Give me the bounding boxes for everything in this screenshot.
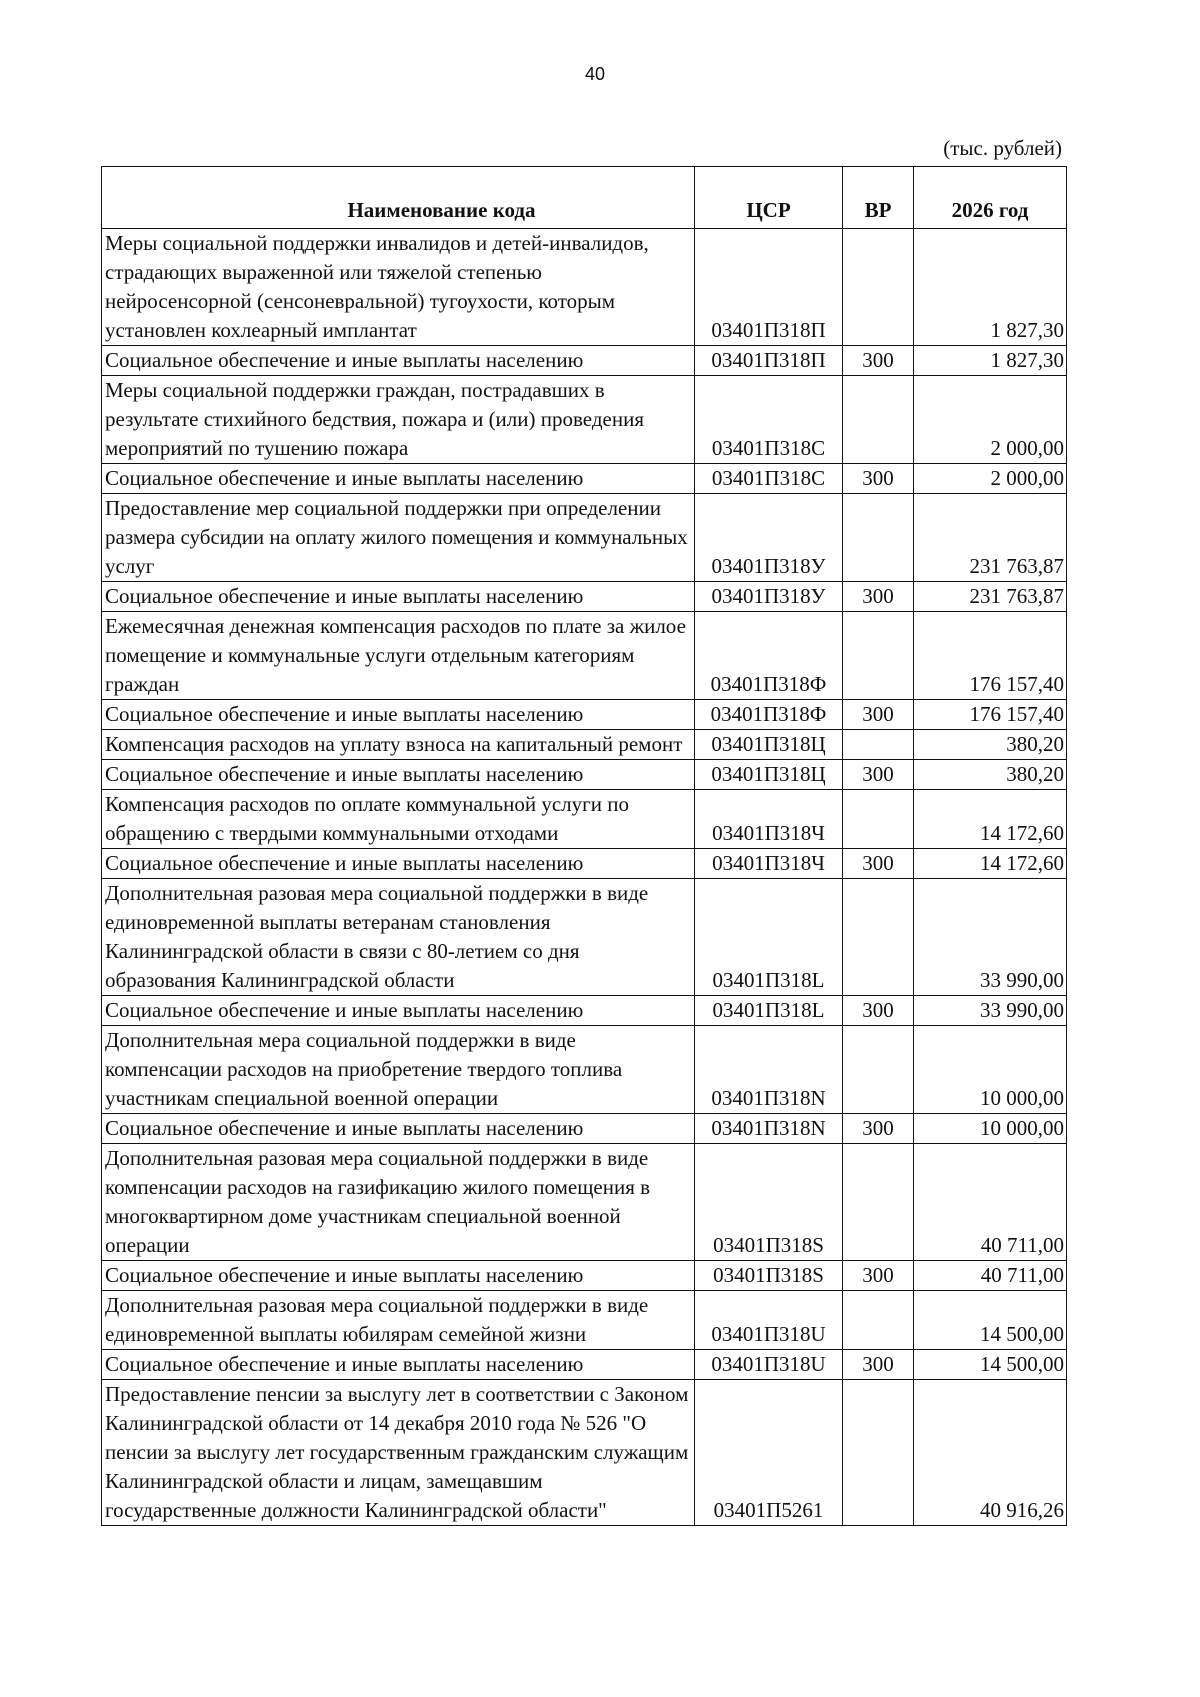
table-row xyxy=(102,464,1067,494)
row-amount-cell: 40 916,26 xyxy=(914,1380,1067,1526)
table-row xyxy=(102,1026,1067,1114)
row-vr-cell xyxy=(843,879,914,996)
table-row xyxy=(102,376,1067,464)
row-vr-cell: 300 xyxy=(843,1114,914,1144)
table-row xyxy=(102,790,1067,849)
row-vr-cell: 300 xyxy=(843,464,914,494)
table-row xyxy=(102,1380,1067,1526)
row-name-cell: Меры социальной поддержки граждан, пострадавших в результате стихийного бедствия, пожара и (или) проведения мероприятий по тушению пожара xyxy=(102,376,695,464)
row-amount-cell: 40 711,00 xyxy=(914,1261,1067,1291)
row-vr-cell: 300 xyxy=(843,849,914,879)
row-csr-cell: 03401П318S xyxy=(695,1144,843,1261)
row-csr-cell: 03401П318N xyxy=(695,1026,843,1114)
table-row xyxy=(102,1350,1067,1380)
row-name-cell: Дополнительная разовая мера социальной поддержки в виде единовременной выплаты ветеранам становления Калининградской области в связи с 80-летием со дня образования Калининградской области xyxy=(102,879,695,996)
row-name-cell: Дополнительная разовая мера социальной поддержки в виде единовременной выплаты юбилярам семейной жизни xyxy=(102,1291,695,1350)
row-vr-cell xyxy=(843,1144,914,1261)
row-vr-cell: 300 xyxy=(843,760,914,790)
row-amount-cell: 14 172,60 xyxy=(914,790,1067,849)
row-csr-cell: 03401П318П xyxy=(695,346,843,376)
row-vr-cell: 300 xyxy=(843,346,914,376)
row-name-cell: Социальное обеспечение и иные выплаты населению xyxy=(102,346,695,376)
row-csr-cell: 03401П318Ц xyxy=(695,730,843,760)
row-name-cell: Ежемесячная денежная компенсация расходов по плате за жилое помещение и коммунальные услуги отдельным категориям граждан xyxy=(102,612,695,700)
row-vr-cell xyxy=(843,1026,914,1114)
table-row xyxy=(102,582,1067,612)
row-csr-cell: 03401П318U xyxy=(695,1291,843,1350)
row-csr-cell: 03401П318N xyxy=(695,1114,843,1144)
table-row xyxy=(102,494,1067,582)
row-amount-cell: 380,20 xyxy=(914,760,1067,790)
row-csr-cell: 03401П318L xyxy=(695,879,843,996)
row-amount-cell: 40 711,00 xyxy=(914,1144,1067,1261)
row-name-cell: Компенсация расходов по оплате коммунальной услуги по обращению с твердыми коммунальными отходами xyxy=(102,790,695,849)
row-csr-cell: 03401П5261 xyxy=(695,1380,843,1526)
page-number: 40 xyxy=(584,64,606,84)
row-vr-cell: 300 xyxy=(843,1350,914,1380)
table-row xyxy=(102,1261,1067,1291)
row-amount-cell: 14 500,00 xyxy=(914,1350,1067,1380)
table-row xyxy=(102,1291,1067,1350)
row-csr-cell: 03401П318У xyxy=(695,582,843,612)
table-row xyxy=(102,346,1067,376)
header-year: 2026 год xyxy=(914,167,1067,229)
row-amount-cell: 1 827,30 xyxy=(914,229,1067,346)
row-amount-cell: 380,20 xyxy=(914,730,1067,760)
row-name-cell: Социальное обеспечение и иные выплаты населению xyxy=(102,996,695,1026)
row-amount-cell: 2 000,00 xyxy=(914,376,1067,464)
row-vr-cell: 300 xyxy=(843,996,914,1026)
header-name: Наименование кода xyxy=(102,167,695,229)
budget-table xyxy=(101,166,1067,1526)
row-amount-cell: 14 172,60 xyxy=(914,849,1067,879)
row-amount-cell: 33 990,00 xyxy=(914,996,1067,1026)
row-name-cell: Компенсация расходов на уплату взноса на капитальный ремонт xyxy=(102,730,695,760)
row-amount-cell: 1 827,30 xyxy=(914,346,1067,376)
row-name-cell: Социальное обеспечение и иные выплаты населению xyxy=(102,1350,695,1380)
table-row xyxy=(102,1144,1067,1261)
row-amount-cell: 10 000,00 xyxy=(914,1026,1067,1114)
row-vr-cell xyxy=(843,1380,914,1526)
row-vr-cell xyxy=(843,1291,914,1350)
row-amount-cell: 10 000,00 xyxy=(914,1114,1067,1144)
row-amount-cell: 231 763,87 xyxy=(914,582,1067,612)
row-amount-cell: 231 763,87 xyxy=(914,494,1067,582)
row-name-cell: Социальное обеспечение и иные выплаты населению xyxy=(102,760,695,790)
row-name-cell: Предоставление мер социальной поддержки при определении размера субсидии на оплату жилого помещения и коммунальных услуг xyxy=(102,494,695,582)
table-row xyxy=(102,700,1067,730)
table-row xyxy=(102,849,1067,879)
row-amount-cell: 176 157,40 xyxy=(914,700,1067,730)
table-header-row xyxy=(102,167,1067,229)
row-name-cell: Социальное обеспечение и иные выплаты населению xyxy=(102,1261,695,1291)
row-csr-cell: 03401П318U xyxy=(695,1350,843,1380)
row-csr-cell: 03401П318L xyxy=(695,996,843,1026)
row-name-cell: Дополнительная мера социальной поддержки в виде компенсации расходов на приобретение твердого топлива участникам специальной военной операции xyxy=(102,1026,695,1114)
row-name-cell: Меры социальной поддержки инвалидов и детей-инвалидов, страдающих выраженной или тяжелой степенью нейросенсорной (сенсоневральной) тугоухости, которым установлен кохлеарный имплантат xyxy=(102,229,695,346)
row-csr-cell: 03401П318Ц xyxy=(695,760,843,790)
row-amount-cell: 176 157,40 xyxy=(914,612,1067,700)
row-csr-cell: 03401П318Ч xyxy=(695,790,843,849)
row-vr-cell: 300 xyxy=(843,700,914,730)
row-vr-cell xyxy=(843,229,914,346)
row-vr-cell xyxy=(843,790,914,849)
row-name-cell: Социальное обеспечение и иные выплаты населению xyxy=(102,582,695,612)
table-row xyxy=(102,760,1067,790)
row-amount-cell: 14 500,00 xyxy=(914,1291,1067,1350)
row-name-cell: Социальное обеспечение и иные выплаты населению xyxy=(102,849,695,879)
units-label: (тыс. рублей) xyxy=(943,136,1062,160)
row-csr-cell: 03401П318С xyxy=(695,464,843,494)
row-vr-cell xyxy=(843,376,914,464)
row-csr-cell: 03401П318П xyxy=(695,229,843,346)
table-row xyxy=(102,730,1067,760)
header-vr: ВР xyxy=(843,167,914,229)
row-vr-cell xyxy=(843,730,914,760)
row-vr-cell: 300 xyxy=(843,582,914,612)
row-name-cell: Социальное обеспечение и иные выплаты населению xyxy=(102,700,695,730)
table-row xyxy=(102,879,1067,996)
row-name-cell: Предоставление пенсии за выслугу лет в соответствии с Законом Калининградской области от 14 декабря 2010 года № 526 "О пенсии за выслугу лет государственным гражданским служащим Калининградской области и лицам, замещавшим государственные должности Калининградской области" xyxy=(102,1380,695,1526)
row-csr-cell: 03401П318S xyxy=(695,1261,843,1291)
row-vr-cell xyxy=(843,612,914,700)
table-row xyxy=(102,229,1067,346)
row-vr-cell: 300 xyxy=(843,1261,914,1291)
table-row xyxy=(102,612,1067,700)
row-amount-cell: 2 000,00 xyxy=(914,464,1067,494)
table-row xyxy=(102,1114,1067,1144)
row-csr-cell: 03401П318У xyxy=(695,494,843,582)
row-csr-cell: 03401П318С xyxy=(695,376,843,464)
header-csr: ЦСР xyxy=(695,167,843,229)
row-csr-cell: 03401П318Ф xyxy=(695,612,843,700)
row-name-cell: Социальное обеспечение и иные выплаты населению xyxy=(102,1114,695,1144)
table-row xyxy=(102,996,1067,1026)
row-csr-cell: 03401П318Ч xyxy=(695,849,843,879)
row-name-cell: Дополнительная разовая мера социальной поддержки в виде компенсации расходов на газификацию жилого помещения в многоквартирном доме участникам специальной военной операции xyxy=(102,1144,695,1261)
row-csr-cell: 03401П318Ф xyxy=(695,700,843,730)
row-name-cell: Социальное обеспечение и иные выплаты населению xyxy=(102,464,695,494)
row-amount-cell: 33 990,00 xyxy=(914,879,1067,996)
row-vr-cell xyxy=(843,494,914,582)
